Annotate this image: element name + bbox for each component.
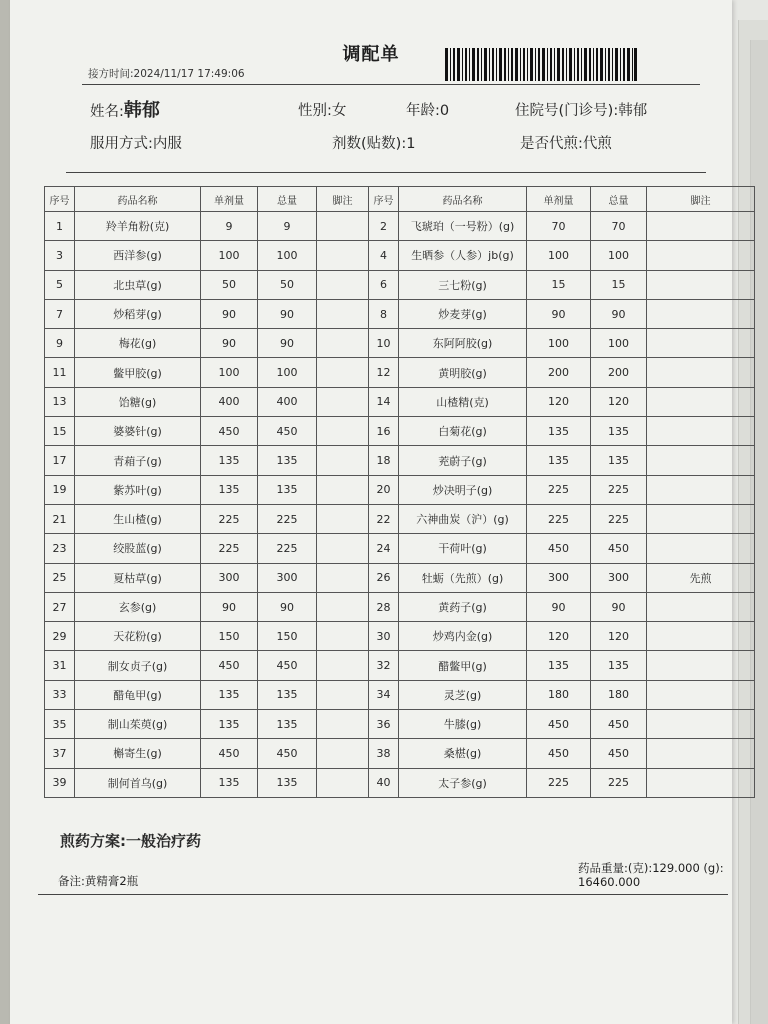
table-cell: 300: [258, 563, 317, 592]
table-cell: 9: [258, 212, 317, 241]
patient-gender: 性别:女: [298, 103, 347, 119]
prescription-sheet: [10, 0, 732, 1024]
table-cell: 200: [591, 358, 647, 387]
table-cell: [317, 475, 369, 504]
table-cell: 山楂精(克): [399, 387, 527, 416]
table-row: [45, 504, 755, 533]
table-cell: 13: [45, 387, 75, 416]
table-cell: [647, 504, 755, 533]
table-cell: [317, 739, 369, 768]
inpatient-number: 住院号(门诊号):韩郁: [515, 103, 648, 119]
table-cell: 300: [591, 563, 647, 592]
table-cell: 白菊花(g): [399, 417, 527, 446]
table-cell: [647, 446, 755, 475]
table-cell: 32: [369, 651, 399, 680]
table-cell: 31: [45, 651, 75, 680]
table-cell: 醋龟甲(g): [75, 680, 201, 709]
table-cell: 太子参(g): [399, 768, 527, 797]
table-cell: [647, 768, 755, 797]
table-row: [45, 622, 755, 651]
table-cell: [647, 299, 755, 328]
table-cell: 14: [369, 387, 399, 416]
table-cell: [647, 241, 755, 270]
table-cell: 135: [527, 446, 591, 475]
table-cell: 29: [45, 622, 75, 651]
table-cell: 90: [527, 592, 591, 621]
table-cell: 90: [201, 299, 258, 328]
table-cell: 梅花(g): [75, 329, 201, 358]
table-cell: [647, 534, 755, 563]
table-cell: 干荷叶(g): [399, 534, 527, 563]
info-divider: [66, 172, 706, 173]
table-cell: 90: [591, 299, 647, 328]
table-cell: 15: [45, 417, 75, 446]
table-cell: 50: [201, 270, 258, 299]
table-cell: 西洋参(g): [75, 241, 201, 270]
table-cell: 50: [258, 270, 317, 299]
table-cell: [317, 387, 369, 416]
table-cell: 醋鳖甲(g): [399, 651, 527, 680]
table-cell: 450: [258, 651, 317, 680]
table-cell: 225: [527, 475, 591, 504]
patient-age: 年龄:0: [406, 103, 450, 119]
table-cell: 100: [258, 358, 317, 387]
table-cell: 4: [369, 241, 399, 270]
table-cell: 90: [258, 299, 317, 328]
table-cell: [317, 446, 369, 475]
table-cell: 225: [258, 504, 317, 533]
table-cell: 450: [591, 710, 647, 739]
table-cell: 黄明胶(g): [399, 358, 527, 387]
table-row: [45, 563, 755, 592]
table-row: [45, 710, 755, 739]
table-cell: 225: [258, 534, 317, 563]
dose-count: 剂数(贴数):1: [332, 136, 416, 152]
table-cell: 23: [45, 534, 75, 563]
table-row: [45, 475, 755, 504]
table-cell: [317, 680, 369, 709]
table-cell: 15: [591, 270, 647, 299]
table-cell: [317, 212, 369, 241]
table-cell: 135: [258, 475, 317, 504]
table-cell: 225: [591, 475, 647, 504]
table-cell: [647, 475, 755, 504]
header-divider: [82, 84, 700, 85]
table-cell: [647, 358, 755, 387]
col-header: 单剂量: [527, 187, 591, 212]
table-cell: 40: [369, 768, 399, 797]
table-cell: 120: [591, 622, 647, 651]
table-cell: 牡蛎（先煎）(g): [399, 563, 527, 592]
table-cell: 180: [591, 680, 647, 709]
table-cell: 24: [369, 534, 399, 563]
table-cell: 30: [369, 622, 399, 651]
table-cell: 100: [258, 241, 317, 270]
table-cell: 225: [201, 534, 258, 563]
table-cell: 70: [527, 212, 591, 241]
table-cell: 六神曲炭（沪）(g): [399, 504, 527, 533]
table-cell: 茺蔚子(g): [399, 446, 527, 475]
table-cell: 1: [45, 212, 75, 241]
table-cell: 黄药子(g): [399, 592, 527, 621]
table-cell: 19: [45, 475, 75, 504]
patient-name: [90, 96, 160, 122]
table-cell: 21: [45, 504, 75, 533]
table-cell: 90: [591, 592, 647, 621]
table-cell: 夏枯草(g): [75, 563, 201, 592]
col-header: 脚注: [317, 187, 369, 212]
table-cell: [647, 710, 755, 739]
table-cell: 10: [369, 329, 399, 358]
table-cell: [317, 534, 369, 563]
table-cell: [647, 680, 755, 709]
table-cell: 450: [201, 417, 258, 446]
table-cell: 90: [201, 329, 258, 358]
table-cell: 5: [45, 270, 75, 299]
table-cell: 70: [591, 212, 647, 241]
table-cell: 36: [369, 710, 399, 739]
table-row: [45, 534, 755, 563]
table-cell: 225: [591, 504, 647, 533]
table-cell: 120: [527, 387, 591, 416]
remark: 备注:黄精膏2瓶: [58, 874, 139, 888]
table-cell: [317, 329, 369, 358]
patient-name-label: 姓名:: [90, 104, 124, 120]
table-cell: 东阿阿胶(g): [399, 329, 527, 358]
table-cell: 400: [258, 387, 317, 416]
col-header: 序号: [45, 187, 75, 212]
table-cell: 100: [201, 358, 258, 387]
table-cell: 450: [527, 710, 591, 739]
table-cell: 炒稻芽(g): [75, 299, 201, 328]
table-cell: 90: [258, 592, 317, 621]
table-row: [45, 358, 755, 387]
table-cell: [647, 387, 755, 416]
table-cell: 135: [258, 710, 317, 739]
table-cell: 90: [201, 592, 258, 621]
table-cell: 150: [201, 622, 258, 651]
table-cell: [317, 710, 369, 739]
table-cell: 28: [369, 592, 399, 621]
table-cell: 9: [45, 329, 75, 358]
table-cell: 135: [201, 768, 258, 797]
table-cell: 120: [591, 387, 647, 416]
table-row: [45, 387, 755, 416]
table-cell: 27: [45, 592, 75, 621]
table-cell: 炒麦芽(g): [399, 299, 527, 328]
table-cell: 15: [527, 270, 591, 299]
table-cell: 120: [527, 622, 591, 651]
table-row: [45, 241, 755, 270]
table-cell: 100: [591, 241, 647, 270]
table-cell: 22: [369, 504, 399, 533]
table-cell: 450: [201, 651, 258, 680]
table-cell: 90: [527, 299, 591, 328]
table-cell: 北虫草(g): [75, 270, 201, 299]
table-cell: 炒决明子(g): [399, 475, 527, 504]
table-cell: 灵芝(g): [399, 680, 527, 709]
table-cell: 9: [201, 212, 258, 241]
table-cell: 羚羊角粉(克): [75, 212, 201, 241]
table-cell: 400: [201, 387, 258, 416]
table-cell: 飞琥珀（一号粉）(g): [399, 212, 527, 241]
table-cell: 生晒参（人参）jb(g): [399, 241, 527, 270]
col-header: 单剂量: [201, 187, 258, 212]
table-cell: [647, 622, 755, 651]
table-cell: 20: [369, 475, 399, 504]
table-cell: [317, 504, 369, 533]
barcode: [445, 48, 637, 81]
table-cell: 婆婆针(g): [75, 417, 201, 446]
table-cell: 135: [201, 475, 258, 504]
document-title: 调配单: [342, 44, 400, 65]
table-row: [45, 739, 755, 768]
table-cell: [317, 622, 369, 651]
table-cell: 天花粉(g): [75, 622, 201, 651]
table-cell: 33: [45, 680, 75, 709]
table-cell: 135: [591, 446, 647, 475]
prescription-table-body: [45, 212, 755, 798]
table-cell: 150: [258, 622, 317, 651]
table-cell: 鳖甲胶(g): [75, 358, 201, 387]
table-row: [45, 768, 755, 797]
table-cell: [317, 651, 369, 680]
table-cell: 300: [527, 563, 591, 592]
table-cell: 制山茱萸(g): [75, 710, 201, 739]
table-row: [45, 270, 755, 299]
table-cell: 3: [45, 241, 75, 270]
table-cell: 生山楂(g): [75, 504, 201, 533]
col-header: 药品名称: [399, 187, 527, 212]
table-cell: 饴糖(g): [75, 387, 201, 416]
table-cell: 7: [45, 299, 75, 328]
table-cell: 2: [369, 212, 399, 241]
prescription-time: 接方时间:2024/11/17 17:49:06: [88, 68, 245, 80]
table-cell: 450: [258, 417, 317, 446]
table-cell: [317, 768, 369, 797]
decoction-plan: 煎药方案:一般治疗药: [60, 832, 201, 850]
table-cell: 炒鸡内金(g): [399, 622, 527, 651]
table-cell: [647, 417, 755, 446]
drug-weight: 药品重量:(克):129.000 (g):16460.000: [578, 861, 724, 889]
table-row: [45, 299, 755, 328]
table-cell: [317, 270, 369, 299]
table-cell: 450: [527, 534, 591, 563]
table-cell: 90: [258, 329, 317, 358]
table-cell: 11: [45, 358, 75, 387]
table-cell: 三七粉(g): [399, 270, 527, 299]
table-cell: 37: [45, 739, 75, 768]
col-header: 总量: [258, 187, 317, 212]
table-cell: 135: [527, 417, 591, 446]
table-cell: [647, 651, 755, 680]
table-cell: 26: [369, 563, 399, 592]
table-cell: 100: [591, 329, 647, 358]
table-cell: 135: [591, 651, 647, 680]
table-cell: [647, 270, 755, 299]
table-cell: 180: [527, 680, 591, 709]
table-cell: 135: [527, 651, 591, 680]
table-cell: [317, 417, 369, 446]
table-cell: 450: [591, 534, 647, 563]
table-cell: 135: [591, 417, 647, 446]
table-cell: 先煎: [647, 563, 755, 592]
table-cell: 225: [527, 504, 591, 533]
table-cell: 青葙子(g): [75, 446, 201, 475]
table-cell: 135: [201, 446, 258, 475]
table-cell: 135: [201, 680, 258, 709]
table-cell: 450: [258, 739, 317, 768]
table-cell: [647, 329, 755, 358]
table-cell: 135: [201, 710, 258, 739]
table-cell: 225: [527, 768, 591, 797]
table-cell: 紫苏叶(g): [75, 475, 201, 504]
table-row: [45, 651, 755, 680]
table-cell: [647, 739, 755, 768]
footer-divider: [38, 894, 728, 895]
table-cell: 100: [201, 241, 258, 270]
table-cell: [317, 563, 369, 592]
table-row: [45, 329, 755, 358]
table-cell: 12: [369, 358, 399, 387]
table-cell: [317, 358, 369, 387]
table-cell: 槲寄生(g): [75, 739, 201, 768]
table-cell: 桑椹(g): [399, 739, 527, 768]
table-cell: 135: [258, 446, 317, 475]
table-cell: 450: [527, 739, 591, 768]
table-cell: 225: [591, 768, 647, 797]
table-row: [45, 680, 755, 709]
decoction-option: 是否代煎:代煎: [520, 136, 612, 152]
table-cell: 39: [45, 768, 75, 797]
table-cell: 300: [201, 563, 258, 592]
table-cell: 25: [45, 563, 75, 592]
table-cell: 38: [369, 739, 399, 768]
table-cell: 18: [369, 446, 399, 475]
table-cell: 牛膝(g): [399, 710, 527, 739]
col-header: 总量: [591, 187, 647, 212]
table-cell: 绞股蓝(g): [75, 534, 201, 563]
table-cell: 6: [369, 270, 399, 299]
table-cell: 450: [201, 739, 258, 768]
table-cell: 玄参(g): [75, 592, 201, 621]
col-header: 序号: [369, 187, 399, 212]
table-cell: 135: [258, 680, 317, 709]
table-cell: 17: [45, 446, 75, 475]
table-row: [45, 417, 755, 446]
table-row: [45, 446, 755, 475]
table-cell: 34: [369, 680, 399, 709]
table-cell: [317, 241, 369, 270]
table-cell: 35: [45, 710, 75, 739]
table-cell: 制女贞子(g): [75, 651, 201, 680]
table-cell: [317, 299, 369, 328]
table-cell: [647, 592, 755, 621]
table-cell: 200: [527, 358, 591, 387]
table-cell: 450: [591, 739, 647, 768]
col-header: 药品名称: [75, 187, 201, 212]
patient-name-value: 韩郁: [123, 100, 160, 121]
table-row: [45, 592, 755, 621]
usage-method: 服用方式:内服: [90, 136, 182, 152]
table-cell: 135: [258, 768, 317, 797]
table-cell: 8: [369, 299, 399, 328]
table-cell: 制何首乌(g): [75, 768, 201, 797]
col-header: 脚注: [647, 187, 755, 212]
table-cell: 100: [527, 241, 591, 270]
table-header-row: [45, 187, 755, 212]
table-cell: 225: [201, 504, 258, 533]
table-cell: 100: [527, 329, 591, 358]
prescription-table: [44, 186, 755, 798]
table-cell: 16: [369, 417, 399, 446]
table-cell: [647, 212, 755, 241]
table-cell: [317, 592, 369, 621]
table-row: [45, 212, 755, 241]
